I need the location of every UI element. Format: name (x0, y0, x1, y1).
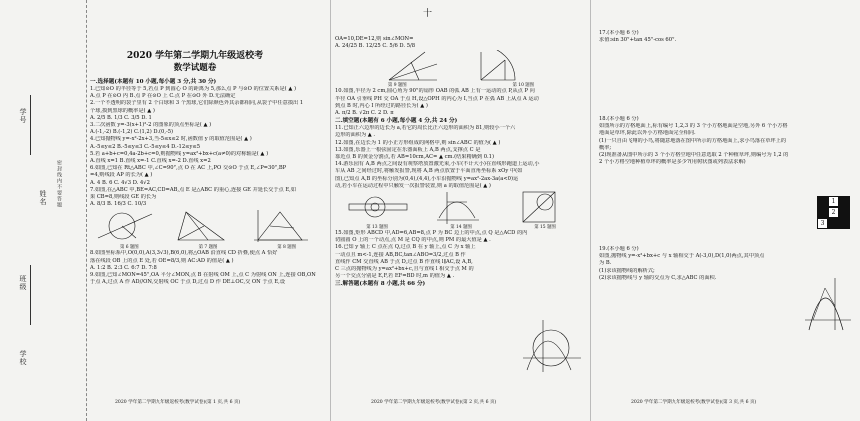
question-line: 2 个小方格空地种植草坪的概率是多少?(用树状图或列表法求解) (599, 159, 746, 166)
section-heading: 一.选择题(本题有 10 小题,每小题 3 分,共 30 分) (90, 79, 217, 85)
question-line: A.点 P 在⊙O 内 B.点 P 在⊙O 上 C.点 P 在⊙O 外 D.无法确定 (90, 93, 236, 100)
figure-caption: 第 14 题图 (450, 225, 472, 231)
question-line: =4,则线段 AP 的长为( ▲ ) (90, 172, 153, 179)
question-line: 3.二次函数 y=-3(x+1)²-2 的图象的顶点坐标是( ▲ ) (90, 122, 212, 129)
question-line: 靠近点 B 的黄金分割点,若 AB=10cm,AC= ▲ cm.(结果精确到 0.1) (335, 154, 494, 161)
question-line: 车从 AB 之间经过时,将触发报警,现将 A,B 两点放置于平面直角坐标系 xOy 中(如 (335, 168, 523, 175)
grid-cell-lawn (839, 218, 850, 229)
question-line: 7.如图,在△ABC 中,BE=AC,CD=AB,点 E 是△ABC 的重心,连接 GE 并延长交于点 E,如 (90, 186, 297, 193)
question-line: 求值:sin 30°+tan 45°-cos 60°. (599, 37, 677, 44)
question-line: 到点 B 时,内心 I 所经过的路径长为( ▲ ) (335, 102, 428, 109)
page-footer: 2020 学年第二学期九年级返校考(数学试卷)(第 2 页,共 6 页) (371, 400, 497, 405)
page-3-q18 (599, 116, 854, 166)
figure-q14 (433, 190, 483, 224)
figure-q9 (385, 50, 441, 84)
question-line: 另一个交点分别是 E,F,若 EF=BD 时,m 的值为 ▲ . (335, 273, 455, 280)
question-line: 于点 A,过点 A 作 AD//ON,交射线 OC 于点 D,过点 D 作 DE⊥OC,交 ON 于点 E,设 (90, 279, 286, 286)
question-line: 概率; (599, 144, 612, 151)
section-heading: 二.填空题(本题有 6 小题,每小题 4 分,共 24 分) (335, 118, 458, 125)
question-line: A.直线 x=1 B.直线 x=-1 C.直线 x=-2 D.直线 x=2 (90, 158, 211, 165)
grid-cell-1: 1 (828, 196, 839, 207)
question-line: 个球,摸到黑球的概率是( ▲ ) (90, 107, 155, 114)
figure-q15 (515, 190, 565, 224)
figure-q10 (475, 50, 525, 84)
page-footer: 2020 学年第二学期九年级返校考(数学试卷)(第 3 页,共 6 页) (631, 400, 757, 405)
question-line: 如图所示的方格地面上,标有编号 1,2,3 的 3 个小方格地面是空地,另外 6 个小方格 (599, 123, 788, 130)
binding-fill-line (30, 265, 31, 325)
question-line: 切圆圆 O 上的一个动点,点 M 是 CQ 的中点,则 PM 的最大值是 ▲ . (335, 237, 491, 244)
question-line: 6.如图,已知在 Rt△ABC 中,∠C=90°,点 O 在 AC 上,PO 交⊙O 于点 E,∠P=30°,BP (90, 165, 287, 172)
figure-caption: 第 6 题图 (119, 245, 139, 251)
question-line: A. π/2 B. √2π C. 2 D. π (335, 110, 394, 117)
question-line: 12.如图,在边长为 1 的小正方形组成的网格中,则 sin∠ABC 的值为( ▲ ) (335, 139, 501, 146)
figure-caption: 第 9 题图 (387, 83, 407, 89)
question-line: 16.已知 y 轴上 C 点在点 Q,过点 B 在 y 轴上,点 C 为 x 轴上 (335, 244, 476, 251)
question-line: C 三点的抛物线为 y=ax²+bx+c,且与直线 l 相交于点 M 的 (335, 266, 474, 273)
exam-title: 2020 学年第二学期九年级返校考 (126, 51, 264, 61)
question-line: OA=10,DE=12,则 sin∠MON= (335, 36, 414, 42)
square-grid (817, 196, 850, 229)
figure-caption: 第 13 题图 (366, 225, 388, 231)
question-line: A. 2/5 B. 1/3 C. 3/5 D. 1 (90, 114, 152, 121)
figure-caption: 第 10 题图 (512, 83, 535, 89)
page-2 (330, 0, 591, 421)
question-line: A. 4 B. 6 C. 4√3 D. 4√2 (90, 179, 150, 186)
figure-row (335, 190, 587, 226)
question-line: 14.游乐园有 A,B 两点之间设有观察塔放置激光束,小车(不计大小)在直线形跑道上运动,小 (335, 161, 540, 168)
figure-q8 (250, 208, 310, 244)
figure-row (335, 50, 587, 84)
question-line: (1)一只自由飞翔的小鸟,将随意地落在图中所示的方格地面上,求小鸟落在草坪上的 (599, 137, 787, 144)
question-line: (1)求该抛物线的解析式; (599, 267, 655, 274)
grid-cell-3: 3 (817, 218, 828, 229)
figure-caption: 第 7 题图 (198, 245, 218, 251)
question-line: A.(-1,-2) B.(-1,2) C.(1,2) D.(0,-5) (90, 129, 174, 136)
binding-fill-line (30, 95, 31, 155)
question-line: 半径 OA 引垂线 PH 交 OA 于点 H,设△OPH 的内心为 I,当点 P 在弧 AB 上从点 A 运动 (335, 95, 539, 102)
grid-cell-lawn (817, 196, 828, 207)
question-line: 11.已知正六边形的边长为 a,若它的周长比正六边形的面积为 81,则较小一个六 (335, 125, 516, 132)
question-line: 边形的面积为 ▲ . (335, 132, 376, 139)
question-line: A.-5≤y≤2 B.-5≤y≤3 C.-5≤y≤4 D.-12≤y≤5 (90, 143, 201, 150)
page-3-q17 (599, 30, 854, 44)
figure-caption: 第 8 题图 (277, 245, 297, 251)
grid-cell-lawn (817, 207, 828, 218)
question-line: 13.如图,乐器上一根弦固定在乐器面板上 A,B 两点,支撑点 C 是 (335, 146, 481, 153)
question-line: 如图,抛物线 y=-x²+bx+c 与 x 轴相交于 A(-3,0),D(1,0)两点,其中顶点 (599, 253, 765, 260)
page-1 (0, 0, 330, 421)
question-line: 19.(本小题 6 分) (599, 246, 639, 252)
question-line: 17.(本小题 6 分) (599, 30, 639, 36)
binding-label-name: 姓名 (39, 190, 47, 206)
figure-q19 (803, 276, 853, 332)
question-line: A. 1:2 B. 2:3 C. 6:7 D. 7:8 (90, 264, 157, 271)
question-line: A. 24/25 B. 12/25 C. 5/6 D. 5/8 (335, 43, 416, 50)
figure-q13 (345, 190, 411, 224)
question-line: (2)现准备从图中所示的 3 个小方格空地中任意选取 2 个种植草坪,则编号为 1,2 的 (599, 152, 789, 159)
question-line: 18.(本小题 6 分) (599, 116, 639, 122)
question-line: 2.一个不透明的袋子里有 2 个白球和 3 个黑球,它们除颜色外其余都相同,从袋子中任意摸出 1 (90, 100, 304, 107)
question-line: 地面是草坪,除此以外小方格地面完全相同. (599, 130, 696, 137)
question-line: 8.如图坐标系中,O(0,0),A(3,3√3),B(6,0),将△OAB 沿直线 CD 折叠,使点 A 恰好 (90, 250, 278, 257)
page-2-body (335, 36, 587, 288)
figure-q6 (96, 208, 156, 244)
grid-cell-2: 2 (828, 207, 839, 218)
question-line: 5.若 a+b+c=0,4a-2b+c=0,则抛物线 y=ax²+bx+c(a≠0)的对称轴是( ▲ ) (90, 150, 269, 157)
page-1-body (90, 78, 326, 286)
question-line: (2)求该抛物线与 y 轴的交点为 C,求△ABC 的面积. (599, 274, 717, 281)
question-line: 9.如图,已知∠MON=45°,OA 平分∠MON,点 B 在射线 OM 上,点 C 为射线 ON 上,连接 OB,ON (90, 272, 316, 279)
question-line: 一动点且 m<-1,连接 AB,BC,tan∠ABO=3/2,过点 B 作 (335, 251, 466, 258)
page-3 (590, 0, 860, 421)
grid-cell-lawn (839, 207, 850, 218)
figure-q16 (521, 318, 583, 374)
page-footer: 2020 学年第二学期九年级返校考(数学试卷)(第 1 页,共 6 页) (115, 400, 241, 405)
question-line: 果 CB=8,则线段 GE 的长为 (90, 194, 157, 201)
question-line: 直线作 CM 交直线 AB 于点 D,过点 B 作直线 l∥AC,设 A,B, (335, 258, 473, 265)
question-line: 15.如图,矩形 ABCD 中,AD=6,AB=8,点 P 为 BC 边上的中点,点 Q 是△ACD 的内 (335, 230, 528, 237)
grid-cell-lawn (839, 196, 850, 207)
question-line: 图),已知点 A,B 的坐标分别为(0,4),(4,4),小车沿抛物线 y=ax²-2ax-3a(a<0)运 (335, 175, 519, 182)
binding-seal-notice: 密封线内不要答题 (56, 160, 62, 208)
question-line: 4.已知抛物线 y=-x²-2x+3,当-5≤x≤2 时,函数值 y 的取值范围是( ▲ ) (90, 136, 252, 143)
binding-label-student-no: 学号 (19, 108, 27, 124)
figure-q7 (172, 208, 232, 244)
question-line: 10.如图,半径为 2 cm,圆心角为 90°的扇形 OAB 的弧 AB 上有一运动的点 P,从点 P 向 (335, 88, 535, 95)
question-line: 动,若小车在运动过程中只触发一次报警装置,则 a 的取值范围是( ▲ ) (335, 182, 491, 189)
header-mark: 十 (423, 9, 433, 19)
question-line: A. 8/3 B. 16/3 C. 10/3 (90, 201, 147, 208)
section-heading: 三.解答题(本题有 8 小题,共 66 分) (335, 281, 426, 288)
figure-caption: 第 15 题图 (534, 225, 556, 231)
grid-cell-lawn (828, 218, 839, 229)
question-line: 为 B. (599, 260, 612, 267)
exam-subtitle: 数学试题卷 (173, 63, 217, 73)
question-line: 1.已知⊙O 的半径等于 5,若点 P 到圆心 O 的距离为 5,那么点 P 与⊙O 的位置关系是( ▲ ) (90, 86, 296, 92)
binding-label-class: 班级 (19, 275, 27, 291)
figure-row (90, 208, 326, 246)
binding-label-school: 学校 (19, 350, 27, 366)
question-line: 落在线段 OB 上的点 E 处,若 OE=8/3,则 AC:AD 的值是( ▲ ) (90, 257, 234, 264)
